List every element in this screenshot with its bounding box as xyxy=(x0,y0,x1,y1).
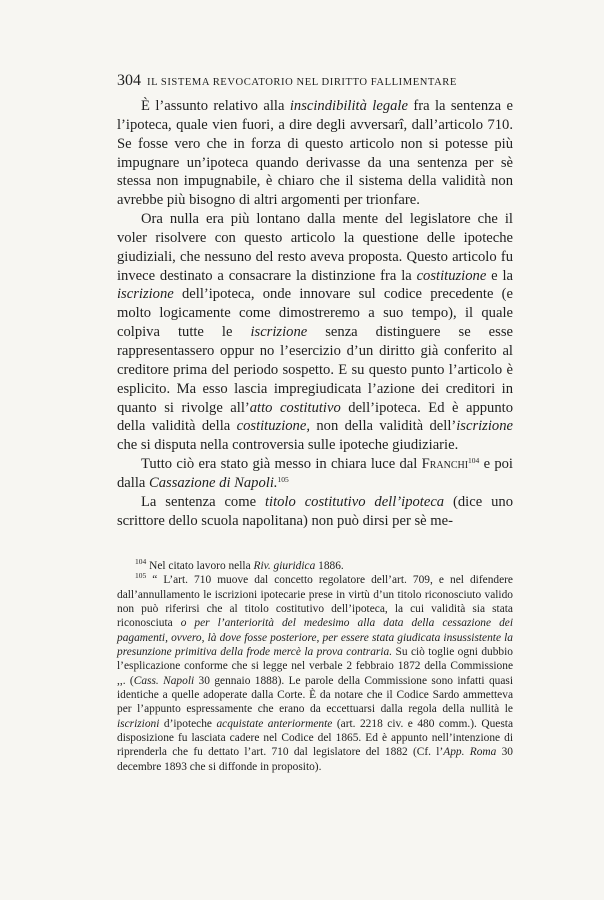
italic-text: o per l’anteriorità del medesimo alla data della cessazione dei pagamenti, ovvero, là dove fosse posteriore, per essere stata giudicata insussistente la presunzione primitiva della frode mercè la prova contraria. xyxy=(117,617,513,659)
main-text xyxy=(117,97,513,530)
italic-text: costituzione xyxy=(416,267,487,284)
italic-text: Riv. giuridica xyxy=(253,560,316,572)
footnote xyxy=(117,573,513,774)
author-name: Franchi xyxy=(421,456,469,473)
text-run: Tutto ciò era stato già messo in chiara luce dal xyxy=(141,456,422,473)
footnotes xyxy=(117,559,513,774)
page-header xyxy=(117,72,517,92)
text-run: non della validità dell’ xyxy=(309,418,457,435)
text-run: dell’ipoteca. Ed è appunto della validità della xyxy=(117,399,514,435)
italic-text: titolo costitutivo dell’ipoteca xyxy=(264,493,445,510)
text-run: 30 gennaio 1888). Le parole della Commissione sono infatti quasi identiche a quelle adoperate dalla Corte. È da notare che il Codice Sardo ammetteva per l’appunto espressamente che erano da eccettuarsi dalla regola della nullità le xyxy=(117,674,513,716)
text-run: Nel citato lavoro nella xyxy=(146,560,254,572)
italic-text: costituzione, xyxy=(236,418,310,435)
text-run: d’ipoteche xyxy=(159,717,217,730)
italic-text: inscindibilità legale xyxy=(289,98,408,114)
text-run: Ora nulla era più lontano dalla mente del legislatore che il voler risolvere con questo articolo la questione delle ipoteche giudiziali, che nessuno del resto aveva proposta. Questo articolo fu invece destinato a consacrare la distinzione fra la xyxy=(117,211,513,284)
text-run: 30 decembre 1893 che si diffonde in proposito). xyxy=(117,746,513,773)
text-run: 1886. xyxy=(315,560,344,572)
italic-text: iscrizione xyxy=(456,418,513,435)
text-run: che si disputa nella controversia sulle ipoteche giudiziarie. xyxy=(117,437,459,454)
paragraph xyxy=(117,493,513,531)
italic-text: atto costitutivo xyxy=(249,399,341,416)
text-run: (dice uno scrittore dello scuola napolitana) non può dirsi per sè me- xyxy=(117,493,513,529)
running-title: IL SISTEMA REVOCATORIO NEL DIRITTO FALLIMENTARE xyxy=(147,77,457,88)
italic-text: acquistate anteriormente xyxy=(216,717,333,730)
text-run: fra la sentenza e l’ipoteca, quale vien fuori, a dire degli avversarî, dall’articolo 710. Se fosse vero che in forza di questo articolo non si potesse più impugnare un’ipoteca quando derivasse da una sentenza per sè stessa non impugnabile, è chiaro che il sistema della validità non avrebbe più bisogno di altri argomenti per trionfare. xyxy=(117,98,513,209)
footnote xyxy=(117,559,513,573)
text-run: La sentenza come xyxy=(141,493,265,510)
text-run: dell’ipoteca, onde innovare sul codice precedente (e molto logicamente come dimostreremo a suo tempo), il quale colpiva tutte le xyxy=(117,286,513,341)
paragraph xyxy=(117,455,513,493)
note-reference: 104 xyxy=(135,557,147,566)
page-number: 304 xyxy=(117,72,141,89)
note-reference: 105 xyxy=(277,474,289,484)
text-run: e la xyxy=(486,267,513,284)
italic-text: iscrizione xyxy=(117,286,174,303)
italic-text: Cassazione di Napoli. xyxy=(149,474,278,491)
text-run: È l’assunto relativo alla xyxy=(141,98,290,114)
note-reference: 105 xyxy=(135,571,147,581)
text-run: (art. 2218 civ. e 480 comm.). Questa disposizione fu lasciata cadere nel Codice del 1865. Ed è appunto nell’intenzione di riprenderla che fu dettato l’art. 710 dal legislatore del 1882 (Cf. l’ xyxy=(117,717,514,759)
italic-text: iscrizione xyxy=(250,324,308,341)
text-run: e poi dalla xyxy=(117,456,513,491)
paragraph xyxy=(117,210,513,455)
italic-text: iscrizioni xyxy=(117,717,160,730)
paragraph xyxy=(117,97,513,210)
note-reference: 104 xyxy=(468,456,480,466)
text-run: senza distinguere se esse rappresentassero oppur no l’esercizio d’un diritto già conferito al creditore prima del periodo sospetto. E su questo punto l’articolo è esplicito. Ma esso lascia impregiudicata l’azione dei creditori in quanto si rivolge all’ xyxy=(117,324,513,416)
italic-text: App. Roma xyxy=(443,746,497,759)
italic-text: Cass. Napoli xyxy=(133,674,195,687)
text-run: “ L’art. 710 muove dal concetto regolatore dell’art. 709, e nel difendere dall’annullamento le iscrizioni ipotecarie prese in virtù d’un titolo riconosciuto valido non può riferirsi che al titolo costitutivo dell’ipoteca, la cui validità sia stata riconosciuta xyxy=(117,574,513,630)
text-run: Su ciò toglie ogni dubbio l’esplicazione conforme che si legge nel verbale 2 febbraio 1872 della Commissione ,,. ( xyxy=(117,646,513,687)
